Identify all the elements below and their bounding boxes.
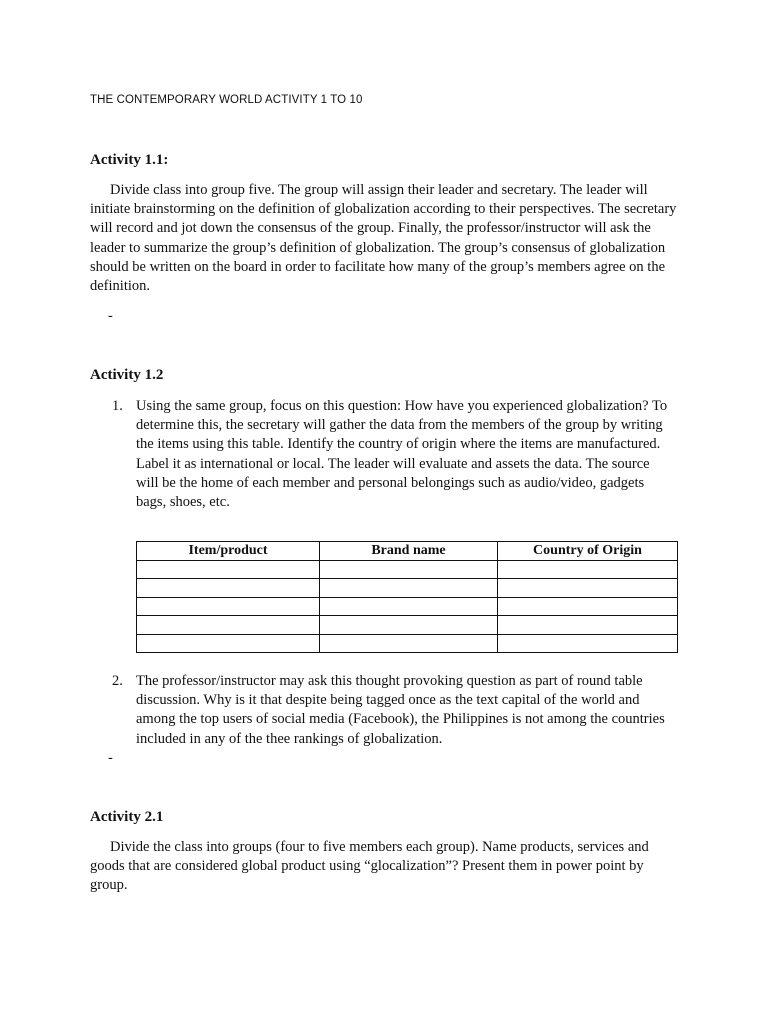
list-item-text: Using the same group, focus on this question: How have you experienced globalization? To determine this, the secretary will gather the data from the members of the group by writing the items using this table. Identify the country of origin where the items are manufactured. Label it as international or local. The leader will evaluate and assets the data. The source will be the home of each member and personal belongings such as audio/video, gadgets bags, shoes, etc. xyxy=(136,398,668,511)
activity-1-1-paragraph: Divide class into group five. The group will assign their leader and secretary. The leader will initiate brainstorming on the definition of globalization according to their perspectives. The secretary will record and jot down the consensus of the group. Finally, the professor/instructor will ask the leader to summarize the group’s definition of globalization. The group’s consensus of globalization should be written on the board in order to facilitate how many of the group’s members agree on the definition. xyxy=(90,182,677,295)
table-cell[interactable] xyxy=(498,634,678,653)
table-cell[interactable] xyxy=(137,579,320,598)
table-cell[interactable] xyxy=(320,616,498,635)
column-header-country-of-origin: Country of Origin xyxy=(498,542,678,561)
table-row xyxy=(137,597,678,616)
table-cell[interactable] xyxy=(498,616,678,635)
table-cell[interactable] xyxy=(137,597,320,616)
table-cell[interactable] xyxy=(137,560,320,579)
list-item-number: 1. xyxy=(112,398,123,414)
list-item xyxy=(112,672,672,749)
table-cell[interactable] xyxy=(137,634,320,653)
table-row xyxy=(137,634,678,653)
dash-marker: - xyxy=(108,308,113,324)
activity-2-1-heading: Activity 2.1 xyxy=(90,809,164,825)
table-cell[interactable] xyxy=(498,560,678,579)
list-item-text: The professor/instructor may ask this thought provoking question as part of round table discussion. Why is it that despite being tagged once as the text capital of the world and among the top users of social media (Facebook), the Philippines is not among the countries included in any of the thee rankings of globalization. xyxy=(136,673,665,747)
table-cell[interactable] xyxy=(137,616,320,635)
dash-marker: - xyxy=(108,750,113,766)
table-cell[interactable] xyxy=(498,597,678,616)
activity-1-2-heading: Activity 1.2 xyxy=(90,367,164,383)
table-cell[interactable] xyxy=(320,579,498,598)
table-row xyxy=(137,579,678,598)
table-row xyxy=(137,560,678,579)
table-header-row xyxy=(137,542,678,561)
table-cell[interactable] xyxy=(320,560,498,579)
table-row xyxy=(137,616,678,635)
activity-2-1-paragraph: Divide the class into groups (four to five members each group). Name products, services and goods that are considered global product using “glocalization”? Present them in power point by group. xyxy=(90,839,649,894)
table-cell[interactable] xyxy=(498,579,678,598)
table-cell[interactable] xyxy=(320,597,498,616)
activity-1-1-heading: Activity 1.1: xyxy=(90,152,169,168)
column-header-brand-name: Brand name xyxy=(320,542,498,561)
list-item xyxy=(112,397,672,512)
list-item-number: 2. xyxy=(112,673,123,689)
document-title: THE CONTEMPORARY WORLD ACTIVITY 1 TO 10 xyxy=(90,94,363,106)
table-cell[interactable] xyxy=(320,634,498,653)
column-header-item-product: Item/product xyxy=(137,542,320,561)
items-table xyxy=(136,541,678,653)
